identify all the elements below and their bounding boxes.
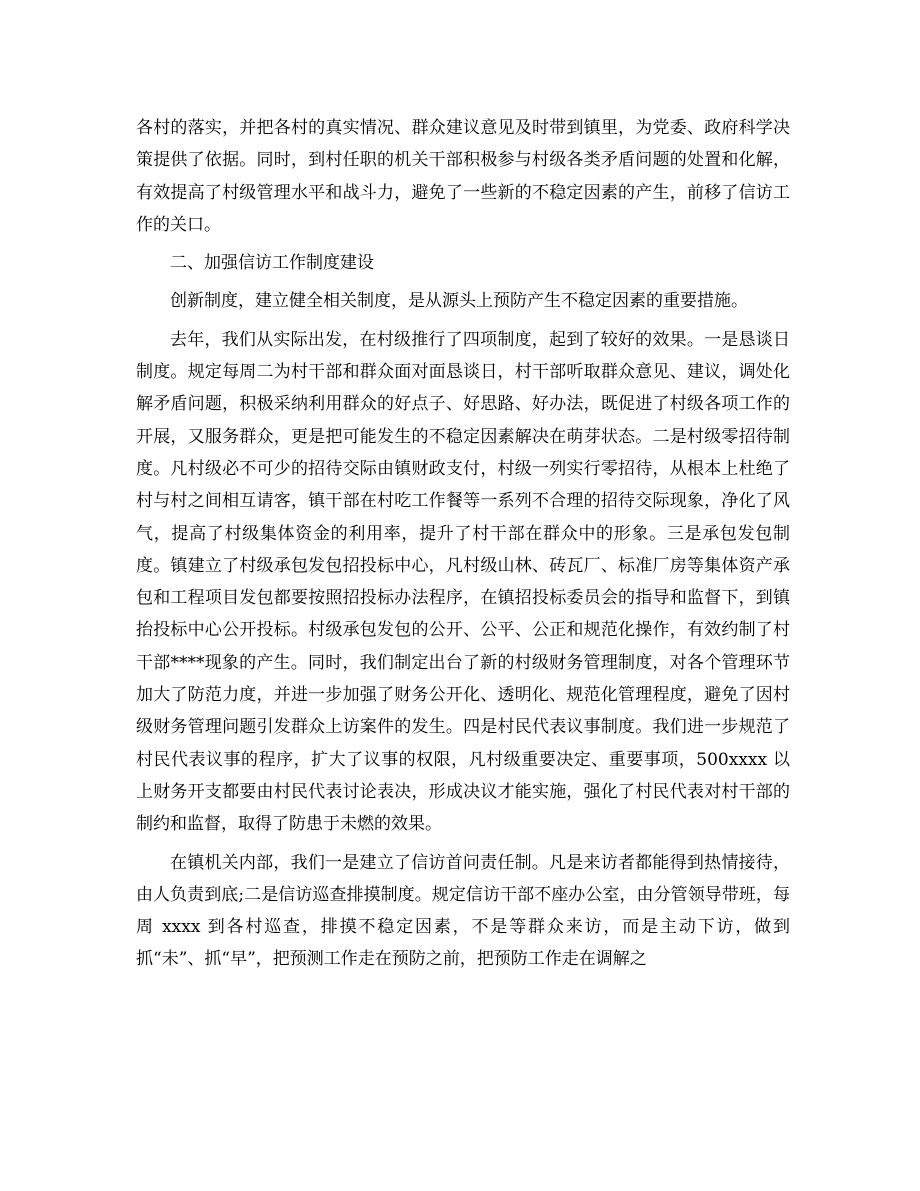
paragraph-intro: 创新制度，建立健全相关制度，是从源头上预防产生不稳定因素的重要措施。 xyxy=(170,291,748,312)
paragraph-town-internal: 在镇机关内部，我们一是建立了信访首问责任制。凡是来访者都能得到热情接待，由人负责到底;二是信访巡查排摸制度。规定信访干部不座办公室，由分管领导带班，每周 xxxx 到各村巡查，排摸不稳定因素，不是等群众来访，而是主动下访，做到抓“未”、抓“早”，把预测工作走在预防之前，把预防工作走在调解之 xyxy=(136,852,790,970)
section-heading: 二、加强信访工作制度建设 xyxy=(170,253,374,274)
paragraph-four-systems: 去年，我们从实际出发，在村级推行了四项制度，起到了较好的效果。一是恳谈日制度。规定每周二为村干部和群众面对面恳谈日，村干部听取群众意见、建议，调处化解矛盾问题，积极采纳利用群众的好点子、好思路、好办法，既促进了村级各项工作的开展，又服务群众，更是把可能发生的不稳定因素解决在萌芽状态。二是村级零招待制度。凡村级必不可少的招待交际由镇财政支付，村级一列实行零招待，从根本上杜绝了村与村之间相互请客，镇干部在村吃工作餐等一系列不合理的招待交际现象，净化了风气，提高了村级集体资金的利用率，提升了村干部在群众中的形象。三是承包发包制度。镇建立了村级承包发包招投标中心，凡村级山林、砖瓦厂、标准厂房等集体资产承包和工程项目发包都要按照招投标办法程序，在镇招投标委员会的指导和监督下，到镇抬投标中心公开投标。村级承包发包的公开、公平、公正和规范化操作，有效约制了村干部****现象的产生。同时，我们制定出台了新的村级财务管理制度，对各个管理环节加大了防范力度，并进一步加强了财务公开化、透明化、规范化管理程度，避免了因村级财务管理问题引发群众上访案件的发生。四是村民代表议事制度。我们进一步规范了村民代表议事的程序，扩大了议事的权限，凡村级重要决定、重要事项，500xxxx 以上财务开支都要由村民代表讨论表决，形成决议才能实施，强化了村民代表对村干部的制约和监督，取得了防患于未燃的效果。 xyxy=(136,329,790,835)
document-body xyxy=(136,112,790,982)
paragraph-continuation: 各村的落实，并把各村的真实情况、群众建议意见及时带到镇里，为党委、政府科学决策提供了依据。同时，到村任职的机关干部积极参与村级各类矛盾问题的处置和化解，有效提高了村级管理水平和战斗力，避免了一些新的不稳定因素的产生，前移了信访工作的关口。 xyxy=(136,118,790,235)
